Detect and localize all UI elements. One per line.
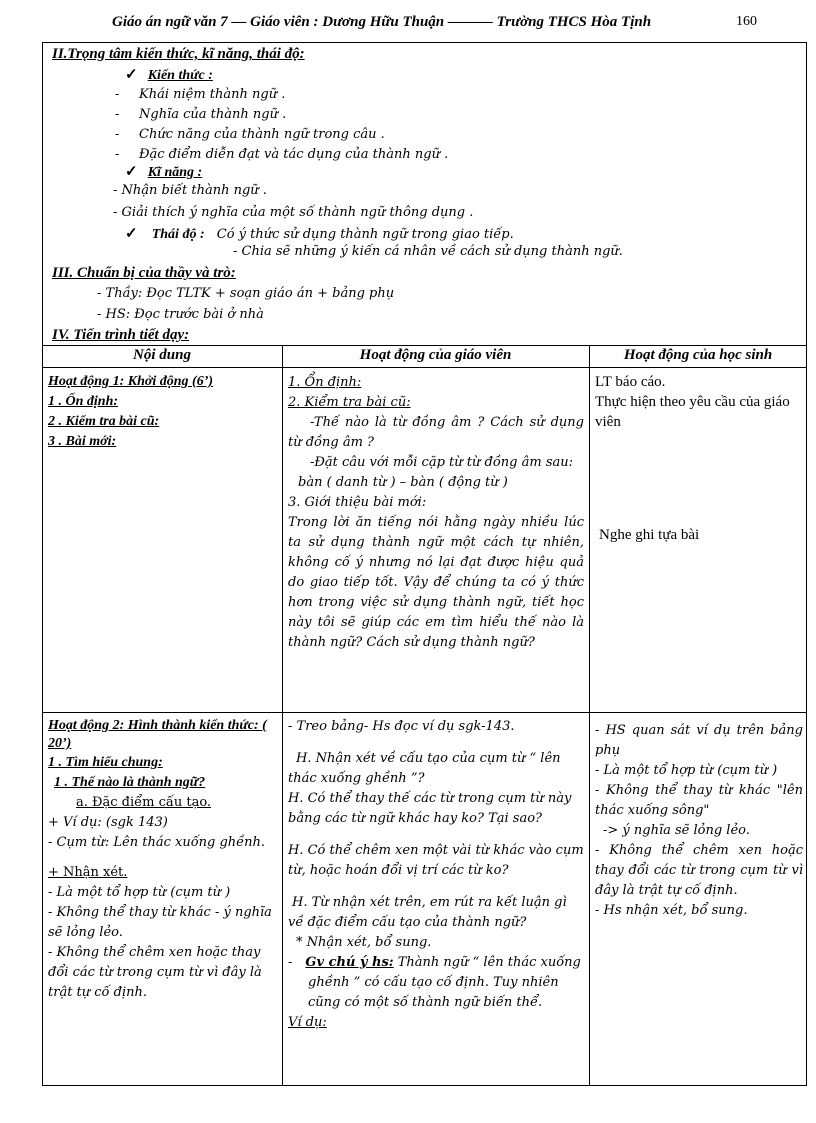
content-item: 3 . Bài mới: [48,434,117,449]
section-2-title: II.Trọng tâm kiến thức, kĩ năng, thái độ: [52,46,305,62]
column-header: Hoạt động của học sinh [623,347,773,363]
prep-item: - HS: Đọc trước bài ở nhà [97,307,264,322]
page-number: 160 [736,14,757,29]
content-line: + Nhận xét. [48,865,128,880]
table-border [589,345,590,1086]
content-line: + Ví dụ: (sgk 143) [48,815,168,830]
row1-teacher-cell [288,373,584,653]
knowledge-item: - Nghĩa của thành ngữ . [115,107,287,122]
teacher-question: H. Nhận xét về cấu tạo của cụm từ “ lên thác xuống ghềnh ”? [288,751,561,786]
knowledge-item: - Chức năng của thành ngữ trong câu . [115,127,385,142]
student-line: - Không thể chêm xen hoặc thay đổi các từ trong cụm từ vì đây là trật tự cố định. [595,843,803,898]
knowledge-item: - Đặc điểm diễn đạt và tác dụng của thành ngữ . [115,147,449,162]
header-text: Giáo án ngữ văn 7 — Giáo viên : Dương Hữu Thuận ——— Trường THCS Hòa Tịnh [112,14,652,30]
attitude-item: - Chia sẽ những ý kiến cá nhân về cách sử dụng thành ngữ. [233,244,623,259]
knowledge-item: - Khái niệm thành ngữ . [115,87,286,102]
teacher-line: Ví dụ: [288,1015,327,1030]
teacher-line: 2. Kiểm tra bài cũ: [288,395,411,410]
skills-title: Kĩ năng : [147,165,203,180]
teacher-question: -Đặt câu với mỗi cặp từ từ đồng âm sau: [310,455,573,470]
student-line: - Hs nhận xét, bổ sung. [595,903,748,918]
row2-content-cell [48,717,276,1003]
teacher-line: 1. Ổn định: [288,375,362,390]
student-line: - Là một tổ hợp từ (cụm từ ) [595,763,778,778]
teacher-line: bàn ( danh từ ) – bàn ( động từ ) [298,475,508,490]
content-line: - Cụm từ: Lên thác xuống ghềnh. [48,835,266,850]
row1-student-cell [595,372,803,543]
content-line: - Là một tổ hợp từ (cụm từ ) [48,885,231,900]
teacher-question: H. Có thể chêm xen một vài từ khác vào cụm từ, hoặc hoán đổi vị trí các từ ko? [288,843,584,878]
column-header: Nội dung [133,347,191,363]
student-line: LT báo cáo. [595,374,666,390]
student-line: Thực hiện theo yêu cầu của giáo viên [595,394,790,430]
row2-teacher-cell: - Treo bảng- Hs đọc ví dụ sgk-143. H. Nhận xét về cấu tạo của cụm từ “ lên thác xuống ghềnh ”? H. Có thể thay thế các từ trong cụm từ này bằng các từ ngữ khác hay ko? Tại sao? H. Có thể chêm xen một vài từ khác vào cụm từ, hoặc hoán đổi vị trí các từ ko? H. Từ nhận xét trên, em rút ra kết luận gì về đặc điểm cấu tạo của thành ngữ? * Nhận xét, bổ sung. - Gv chú ý hs: Thành ngữ “ lên thác xuống ghềnh ” có cấu tạo cố định. Tuy nhiên cũng có một số thành ngữ biến thể. Ví dụ: [288,717,584,1033]
teacher-question: H. Có thể thay thế các từ trong cụm từ này bằng các từ ngữ khác hay ko? Tại sao? [288,791,572,826]
table-border [42,367,807,368]
content-line: - Không thể chêm xen hoặc thay đổi các từ trong cụm từ vì đây là trật tự cố định. [48,945,262,1000]
check-icon: ✓ [125,65,138,83]
knowledge-heading [125,65,213,85]
section-4-title: IV. Tiến trình tiết dạy: [52,327,190,343]
table-border [42,345,807,346]
check-icon: ✓ [125,162,138,180]
teacher-intro: Trong lời ăn tiếng nói hằng ngày nhiều lúc ta sử dụng thành ngữ một cách tự nhiên, không cố ý nhưng nó lại đạt được hiệu quả do giao tiếp tốt. Vậy để chúng ta có ý thức hơn trong việc sử dụng thành ngữ, tiết học này tôi sẽ giúp các em tìm hiểu thế nào là thành ngữ? Cách sử dụng thành ngữ? [288,515,584,650]
teacher-line: - Treo bảng- Hs đọc ví dụ sgk-143. [288,719,515,734]
row2-student-cell [595,721,803,921]
check-icon: ✓ [125,224,138,242]
activity-title: Hoạt động 2: Hình thành kiến thức: ( 20’) [48,718,267,751]
teacher-line: * Nhận xét, bổ sung. [296,935,432,950]
student-line: - Không thể thay từ khác "lên thác xuống sông" [595,783,803,818]
prep-item: - Thầy: Đọc TLTK + soạn giáo án + bảng phụ [97,286,395,301]
table-border [282,345,283,1086]
row1-content-cell [48,372,276,452]
teacher-note-label: Gv chú ý hs: [305,955,394,970]
teacher-line: 3. Giới thiệu bài mới: [288,495,427,510]
content-heading: 1 . Thế nào là thành ngữ? [54,775,206,790]
content-item: 1 . Ổn định: [48,394,119,409]
lesson-table [42,345,807,1086]
student-line: Nghe ghi tựa bài [599,527,700,543]
attitude-heading [125,224,514,244]
table-border [42,712,807,713]
knowledge-title: Kiến thức : [147,68,213,83]
student-line: - HS quan sát ví dụ trên bảng phụ [595,723,803,758]
content-heading: a. Đặc điểm cấu tạo. [76,795,212,810]
content-item: 2 . Kiểm tra bài cũ: [48,414,160,429]
content-line: - Không thể thay từ khác - ý nghĩa sẽ lỏng lẻo. [48,905,272,940]
content-heading: 1 . Tìm hiểu chung: [48,755,163,770]
section-3-title: III. Chuẩn bị của thầy và trò: [52,265,236,281]
activity-title: Hoạt động 1: Khởi động (6’) [48,374,214,389]
skills-item: - Nhận biết thành ngữ . [113,183,267,198]
skills-item: - Giải thích ý nghĩa của một số thành ngữ thông dụng . [113,205,474,220]
attitude-title: Thái độ : [151,227,205,242]
column-header: Hoạt động của giáo viên [359,347,512,363]
teacher-note: Thành ngữ “ lên thác xuống ghềnh ” có cấu tạo cố định. Tuy nhiên cũng có một số thành ngữ biến thể. [308,955,581,1010]
teacher-question: -Thế nào là từ đồng âm ? Cách sử dụng từ đồng âm ? [288,415,584,450]
attitude-item: Có ý thức sử dụng thành ngữ trong giao tiếp. [216,227,514,242]
teacher-question: H. Từ nhận xét trên, em rút ra kết luận gì về đặc điểm cấu tạo của thành ngữ? [288,895,567,930]
page-header [112,12,802,34]
student-line: -> ý nghĩa sẽ lỏng lẻo. [603,823,750,838]
skills-heading [125,162,202,182]
